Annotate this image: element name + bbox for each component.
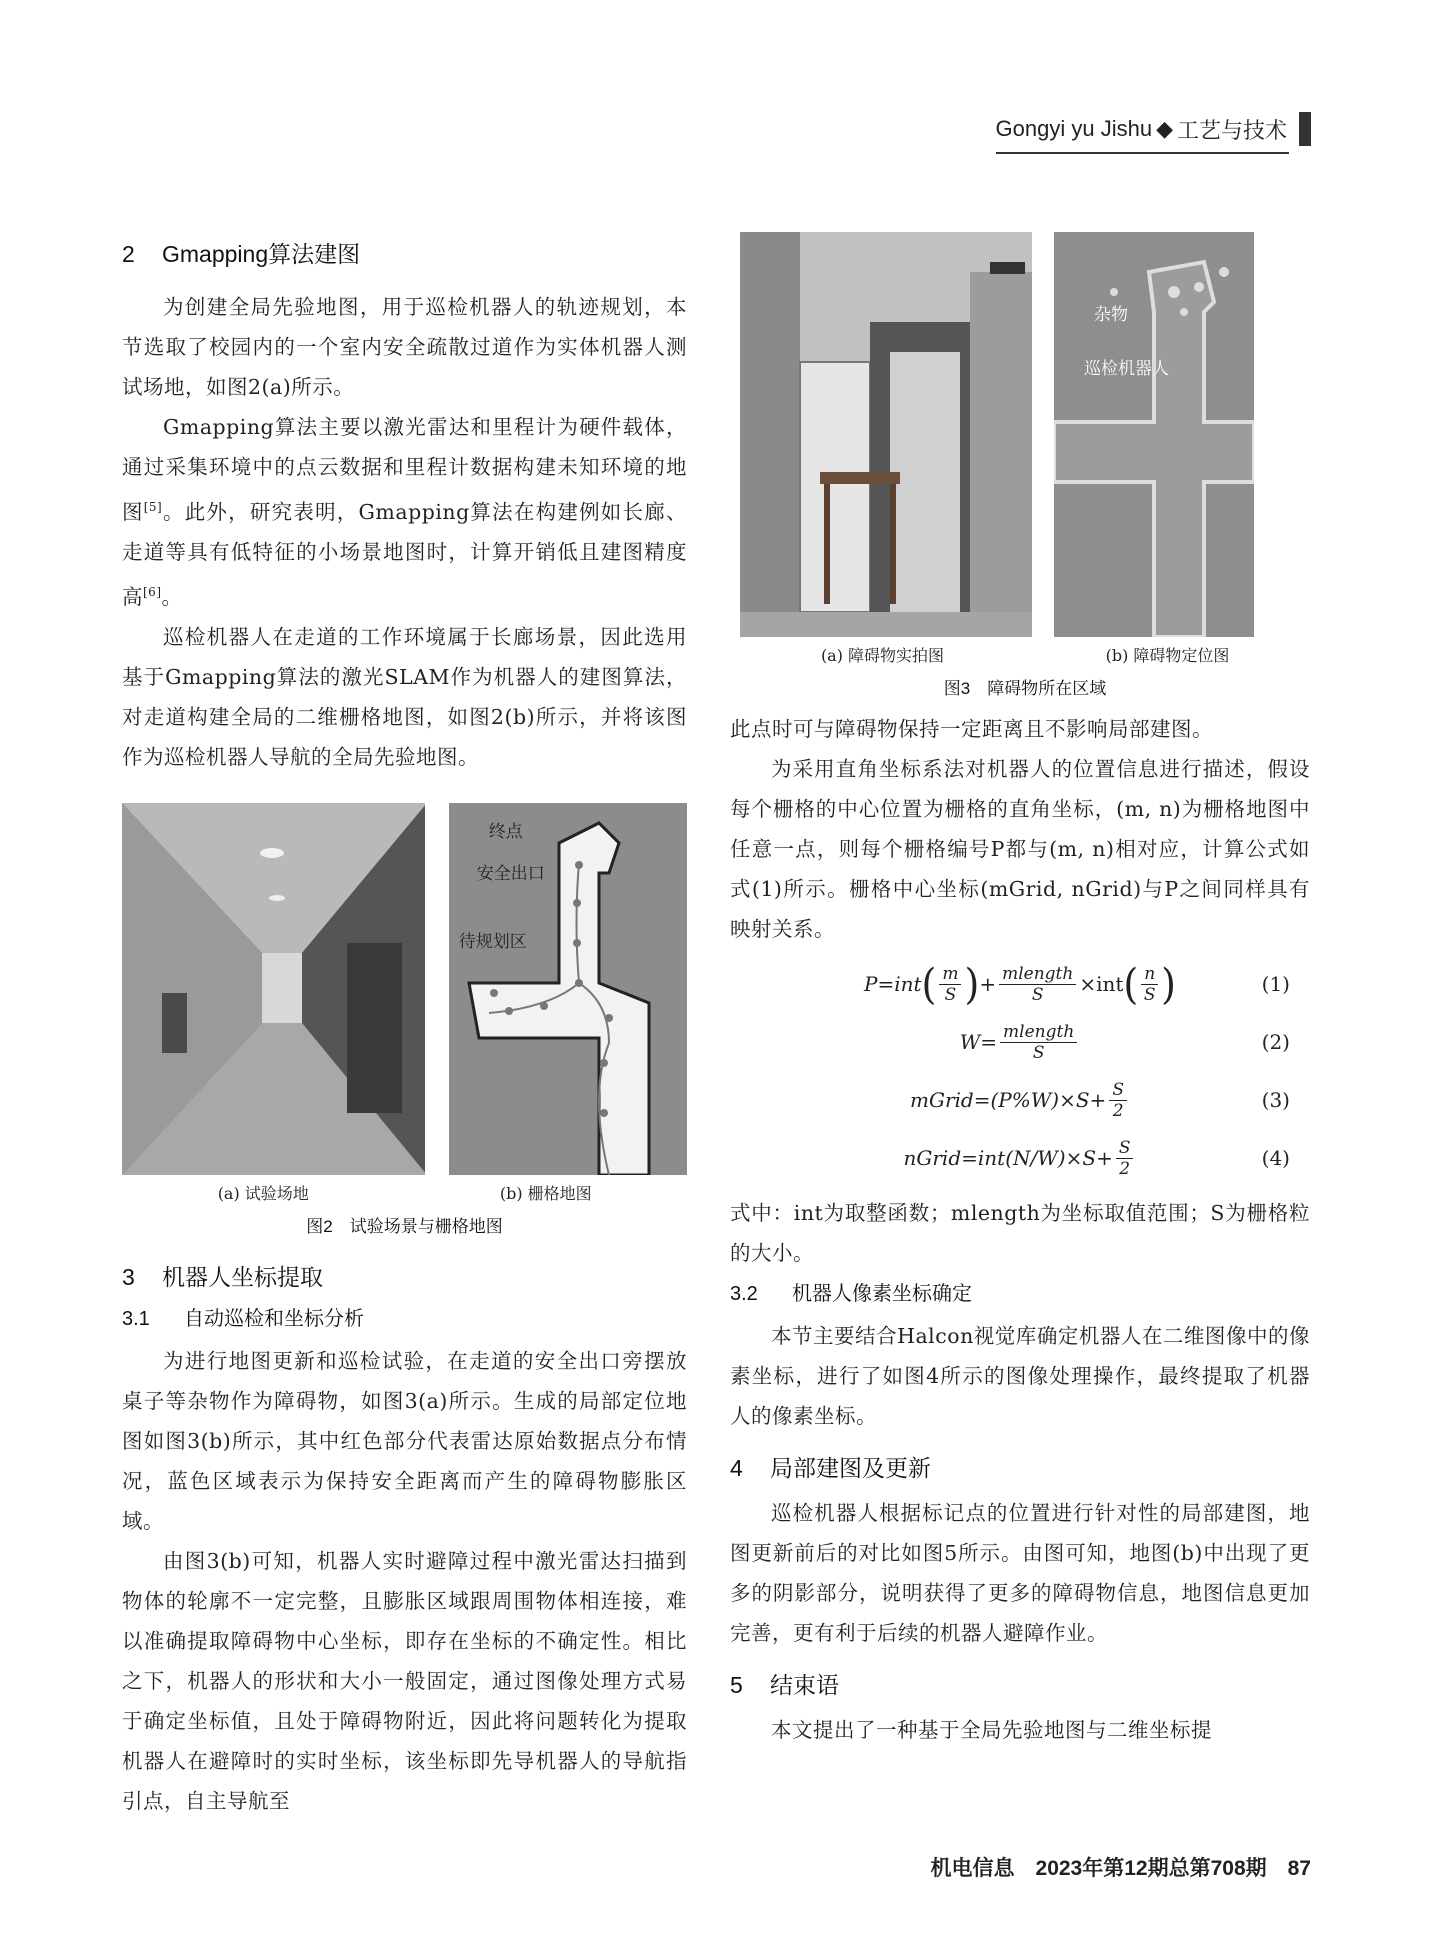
formula-1: P=int ( $\frac{m}{S}$ ) + $\frac{\text{mlength}}{S}$ ×int ( $\frac{n}{S}$ ) (1) [864, 959, 1290, 1009]
header-underline [996, 152, 1289, 154]
sec3-para-2: 由图3(b)可知，机器人实时避障过程中激光雷达扫描到物体的轮廓不一定完整，且膨胀区域跟周围物体相连接，难以准确提取障碍物中心坐标，即存在坐标的不确定性。相比之下，机器人的形状和大小一般固定，通过图像处理方式易于确定坐标值，且处于障碍物附近，因此将问题转化为提取机器人在避障时的实时坐标，该坐标即先导机器人的导航指引点，自主导航至 [122, 1548, 687, 1813]
sec4-para-1: 巡检机器人根据标记点的位置进行针对性的局部建图，地图更新前后的对比如图5所示。由图可知，地图(b)中出现了更多的阴影部分，说明获得了更多的障碍物信息，地图信息更加完善，更有利于后续的机器人避障作业。 [730, 1501, 1310, 1645]
label-end-point: 终点 [488, 821, 523, 842]
section-3-2-heading: 3.2 机器人像素坐标确定 [730, 1283, 972, 1305]
figure-2-title: 图2 试验场景与栅格地图 [306, 1216, 503, 1236]
label-safety-exit: 安全出口 [476, 863, 545, 884]
sec5-para-1: 本文提出了一种基于全局先验地图与二维坐标提 [771, 1718, 1212, 1742]
sec2-para-2: Gmapping算法主要以激光雷达和里程计为硬件载体，通过采集环境中的点云数据和里程计数据构建未知环境的地图[5]。此外，研究表明，Gmapping算法在构建例如长廊、走道等具有低特征的小场景地图时，计算开销低且建图精度高[6]。 [122, 415, 687, 609]
label-debris: 杂物 [1094, 305, 1128, 325]
sec3-para-4: 为采用直角坐标系法对机器人的位置信息进行描述，假设每个栅格的中心位置为栅格的直角坐标，(m, n)为栅格地图中任意一点，则每个栅格编号P都与(m, n)相对应，计算公式如式(1)所示。栅格中心坐标(mGrid, nGrid)与P之间同样具有映射关系。 [730, 757, 1310, 941]
formula-2: W= $\frac{\text{mlength}}{S}$ (2) [959, 1021, 1290, 1063]
obstacle-photo-svg [740, 232, 1032, 637]
figure-3 [740, 232, 1310, 699]
grid-map [449, 803, 687, 1175]
corridor-photo [122, 803, 425, 1175]
section-2-heading: 2 Gmapping算法建图 [122, 241, 361, 267]
corridor-photo-svg [122, 803, 425, 1175]
section-4-heading: 4 局部建图及更新 [730, 1455, 931, 1481]
section-3-1-heading: 3.1 自动巡检和坐标分析 [122, 1307, 364, 1330]
sec3-para-5: 式中：int为取整函数；mlength为坐标取值范围；S为栅格粒的大小。 [730, 1201, 1310, 1265]
figure-2 [122, 803, 687, 1237]
fig2-caption-b: (b) 栅格地图 [499, 1183, 592, 1203]
formula-4: nGrid=int(N/W)×S+ $\frac{S}{2}$ (4) [903, 1137, 1290, 1179]
figure-2-subcaptions [122, 1181, 687, 1204]
section-3-heading: 3 机器人坐标提取 [122, 1263, 323, 1290]
label-inspection-robot: 巡检机器人 [1084, 359, 1169, 379]
figure-3-subcaptions [740, 643, 1310, 666]
obstacle-map-svg [1054, 232, 1254, 637]
running-header [996, 112, 1311, 146]
fig3-caption-b: (b) 障碍物定位图 [1105, 646, 1230, 665]
sec3-para-3: 此点时可与障碍物保持一定距离且不影响局部建图。 [730, 717, 1213, 741]
sec2-para-3: 巡检机器人在走道的工作环境属于长廊场景，因此选用基于Gmapping算法的激光SLAM作为机器人的建图算法，对走道构建全局的二维栅格地图，如图2(b)所示，并将该图作为巡检机器人导航的全局先验地图。 [122, 624, 687, 769]
left-column [122, 236, 687, 1821]
figure-3-title: 图3 障碍物所在区域 [943, 679, 1107, 698]
sec2-para-1: 为创建全局先验地图，用于巡检机器人的轨迹规划，本节选取了校园内的一个室内安全疏散过道作为实体机器人测试场地，如图2(a)所示。 [122, 295, 687, 399]
journal-pinyin: Gongyi yu Jishu [995, 116, 1153, 141]
obstacle-photo [740, 232, 1032, 637]
obstacle-map [1054, 232, 1254, 637]
section-name: 工艺与技术 [1176, 117, 1287, 143]
sec3-para-6: 本节主要结合Halcon视觉库确定机器人在二维图像中的像素坐标，进行了如图4所示的图像处理操作，最终提取了机器人的像素坐标。 [730, 1324, 1310, 1428]
header-bar-icon [1299, 112, 1311, 146]
sec3-para-1: 为进行地图更新和巡检试验，在走道的安全出口旁摆放桌子等杂物作为障碍物，如图3(a)所示。生成的局部定位地图如图3(b)所示，其中红色部分代表雷达原始数据点分布情况，蓝色区域表示为保持安全距离而产生的障碍物膨胀区域。 [122, 1348, 687, 1533]
diamond-icon: ◆ [1156, 116, 1173, 141]
formula-3: mGrid=(P%W)×S+ $\frac{S}{2}$ (3) [910, 1079, 1290, 1121]
section-5-heading: 5 结束语 [730, 1672, 839, 1698]
right-column [730, 232, 1310, 1750]
fig3-caption-a: (a) 障碍物实拍图 [820, 646, 945, 665]
fig2-caption-a: (a) 试验场地 [217, 1183, 309, 1203]
label-planning-area: 待规划区 [458, 931, 527, 952]
page-footer: 机电信息 2023年第12期总第708期 87 [930, 1857, 1311, 1880]
